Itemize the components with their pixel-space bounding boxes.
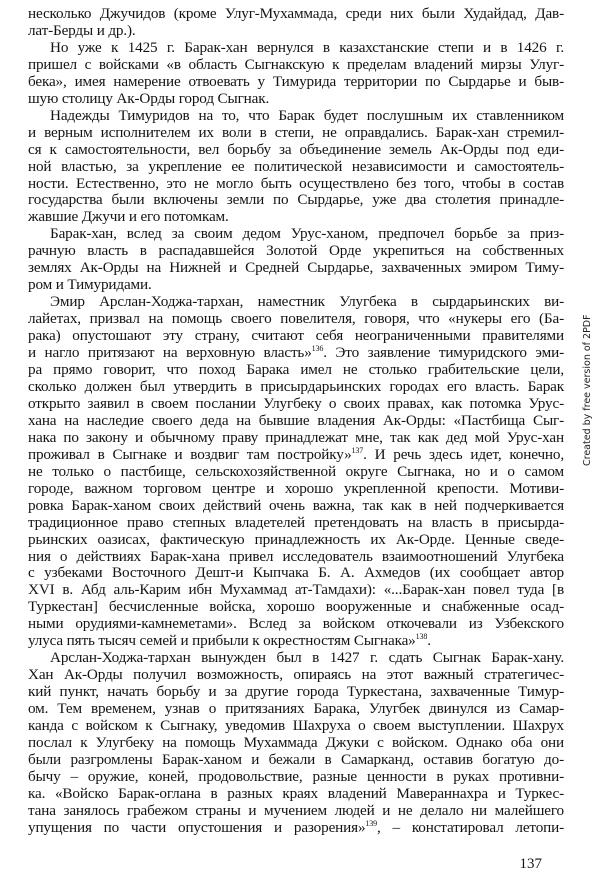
text-line: рачную власть в распадавшейся Золотой Орде укрепиться на собственных [28, 242, 564, 260]
text-line: пришел с войсками «в область Сыгнакскую к пределам владений мирзы Улуг- [28, 55, 564, 73]
text-line: и нагло притязают на верховную власть»$^{136}$. Это заявление тимуридского эми- [28, 344, 565, 362]
page-number: 137 [519, 856, 542, 872]
text-line: ными орудиями-камнеметами». Вслед за войском откочевали из Узбекского [28, 615, 564, 633]
text-line: бычу – оружие, коней, продовольствие, разные ценности в руках противни- [28, 767, 564, 785]
text-line: ра прямо говорит, что поход Барака имел не столько грабительские цели, [28, 361, 564, 379]
text-line: Барак-хан, вслед за своим дедом Урус-ханом, предпочел борьбе за приз- [50, 225, 564, 243]
text-line: открыто заявил в своем послании Улугбеку о своих правах, как потомка Урус- [28, 394, 564, 412]
text-line: несколько Джучидов (кроме Улуг-Мухаммада, среди них были Худайдад, Дав- [28, 5, 564, 22]
text-line: лат-Берды и др.). [28, 21, 136, 39]
text-line: ния о действиях Барак-хана привел исследователь взаимоотношений Улугбека [28, 547, 564, 565]
footnote-ref: 137 [351, 445, 364, 455]
body-text [28, 6, 564, 837]
text-line: сколько должен был утвердить в присырдарьинских городах его власть. Барак [28, 377, 564, 395]
text-line: городе, важном торговом центре и хорошо укрепленной крепости. Мотиви- [28, 479, 564, 497]
text-line: канда с войском к Сыгнаку, уведомив Шахруха о своем выступлении. Шахрух [28, 717, 564, 735]
footnote-ref: 139 [365, 818, 377, 828]
text-line: традиционное право степных владетелей претендовать на власть в присырда- [28, 513, 564, 531]
text-line: бека», имея намерение отвоевать у Тимурида территории по Сырдарье и быв- [28, 72, 564, 90]
watermark-note: Created by free version of 2PDF [582, 314, 593, 466]
text-line: упущения по части опустошения и разорения»$^{139}$, – констатировал летопи- [28, 818, 565, 836]
text-line: жавшие Джучи и его потомкам. [28, 208, 229, 226]
text-line: Туркестан] бесчисленные войска, хорошо вооруженные и снабженные осад- [28, 598, 564, 616]
text-line: рьинских оазисах, фактическую принадлежность их Ак-Орде. Ценные сведе- [28, 530, 564, 548]
text-line: государства были включены земли по Сырдарье, уже два столетия принадле- [28, 191, 564, 209]
text-line: Но уже к 1425 г. Барак-хан вернулся в казахстанские степи и в 1426 г. [50, 38, 564, 56]
text-line: рака) опустошают эту страну, считают себя неограниченными правителями [28, 327, 564, 345]
text-line: тана занялось грабежом страны и мучением людей и не делало ни малейшего [28, 801, 564, 819]
text-line: улуса пять тысяч семей и прибыли к окрестностям Сыгнака»$^{138}$. [28, 632, 431, 650]
text-line: послал к Улугбеку на помощь Мухаммада Джуки с войском. Однако оба они [28, 733, 564, 751]
text-line: землях Ак-Орды на Нижней и Средней Сырдарье, захваченных эмиром Тиму- [28, 259, 564, 277]
text-line: ом. Тем временем, узнав о притязаниях Барака, Улугбек двинулся из Самар- [28, 700, 564, 718]
text-line: ровка Барак-ханом своих действий очень важна, так как в ней подчеркивается [28, 496, 564, 514]
text-line: Надежды Тимуридов на то, что Барак будет послушным их ставленником [50, 106, 564, 124]
text-line: с узбеками Восточного Дешт-и Кыпчака Б. А. Ахмедов (их сообщает автор [28, 564, 564, 582]
text-line: не только о пастбище, сельскохозяйственной округе Сыгнака, но и о самом [28, 462, 564, 480]
text-line: и верным исполнителем их воли в степи, не оправдались. Барак-хан стремил- [28, 123, 564, 141]
text-line: Эмир Арслан-Ходжа-тархан, наместник Улугбека в сырдарьинских ви- [50, 293, 564, 311]
text-line: хана на наследие своего деда на бывшие владения Ак-Орды: «Пастбища Сыг- [28, 411, 564, 429]
text-line: нака по закону и обычному праву принадлежат мне, так как дед мой Урус-хан [28, 428, 564, 446]
text-line: ности. Естественно, это не могло быть осуществлено без того, чтобы в состав [28, 174, 564, 192]
text-line: ной властью, за укрепление ее политической независимости и самостоятель- [28, 157, 564, 175]
text-line: шую столицу Ак-Орды город Сыгнак. [28, 89, 270, 107]
text-line: кий пункт, начать борьбу и за другие города Туркестана, захваченные Тимур- [28, 683, 564, 701]
text-line: Хан Ак-Орды получил возможность, опираясь на этот важный стратегичес- [28, 666, 564, 684]
text-line: XVI в. Абд аль-Карим ибн Мухаммад ат-Тамдахи): «...Барак-хан повел туда [в [28, 581, 564, 599]
text-line: ка. «Войско Барак-оглана в разных краях владений Мавераннахра и Туркес- [28, 784, 564, 802]
text-line: проживал в Сыгнаке и воздвиг там постройку»$^{137}$. И речь здесь идет, конечно, [28, 445, 564, 463]
footnote-ref: 136 [311, 344, 324, 354]
text-line: были разгромлены Барак-ханом и бежали в Самарканд, оставив богатую до- [28, 750, 564, 768]
footnote-ref: 138 [415, 632, 428, 642]
text-line: Арслан-Ходжа-тархан вынужден был в 1427 г. сдать Сыгнак Барак-хану. [50, 649, 564, 667]
text-line: ром и Тимуридами. [28, 276, 152, 294]
text-line: ся к самостоятельности, вел борьбу за объединение земель Ак-Орды под еди- [28, 140, 564, 158]
text-line: лайетах, призвал на помощь своего повелителя, говоря, что «нукеры его (Ба- [28, 310, 564, 328]
